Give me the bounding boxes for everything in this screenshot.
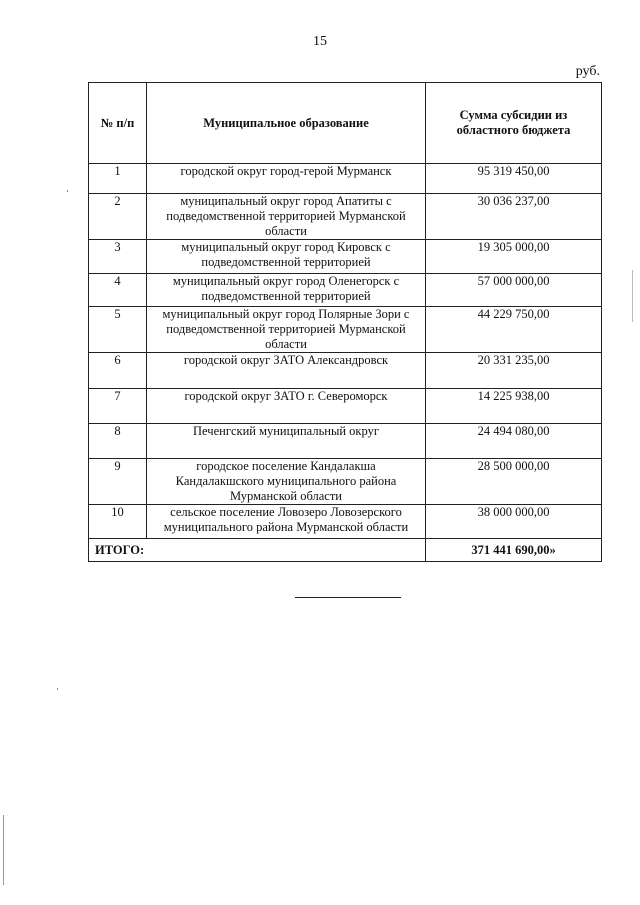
header-municipality: Муниципальное образование (147, 83, 426, 164)
row-sum: 28 500 000,00 (426, 459, 602, 505)
row-municipality: сельское поселение Ловозеро Ловозерского муниципального района Мурманской области (147, 505, 426, 539)
row-sum: 95 319 450,00 (426, 164, 602, 194)
row-number: 10 (89, 505, 147, 539)
table-row (89, 164, 602, 194)
table-row (89, 194, 602, 240)
row-municipality: городской округ город-герой Мурманск (147, 164, 426, 194)
row-sum: 20 331 235,00 (426, 353, 602, 389)
table-row (89, 505, 602, 539)
table-row (89, 459, 602, 505)
row-number: 1 (89, 164, 147, 194)
table-header-row (89, 83, 602, 164)
subsidy-table (88, 82, 602, 562)
scan-mark (67, 190, 68, 192)
scan-mark (3, 815, 4, 885)
header-sum: Сумма субсидии из областного бюджета (426, 83, 602, 164)
row-number: 3 (89, 240, 147, 274)
row-municipality: Печенгский муниципальный округ (147, 424, 426, 459)
row-municipality: муниципальный округ город Оленегорск с подведомственной территорией (147, 274, 426, 307)
row-municipality: муниципальный округ город Кировск с подведомственной территорией (147, 240, 426, 274)
scan-mark (632, 270, 633, 322)
row-sum: 30 036 237,00 (426, 194, 602, 240)
currency-label: руб. (575, 64, 600, 79)
total-label: ИТОГО: (89, 539, 426, 562)
header-number: № п/п (89, 83, 147, 164)
table-row (89, 274, 602, 307)
row-sum: 38 000 000,00 (426, 505, 602, 539)
row-sum: 44 229 750,00 (426, 307, 602, 353)
row-municipality: городской округ ЗАТО Александровск (147, 353, 426, 389)
row-number: 9 (89, 459, 147, 505)
row-municipality: муниципальный округ город Полярные Зори с подведомственной территорией Мурманской области (147, 307, 426, 353)
closing-rule (295, 597, 401, 598)
row-municipality: городское поселение Кандалакша Кандалакшского муниципального района Мурманской области (147, 459, 426, 505)
row-number: 7 (89, 389, 147, 424)
total-row (89, 539, 602, 562)
table-row (89, 307, 602, 353)
scan-mark (57, 688, 58, 690)
row-number: 6 (89, 353, 147, 389)
row-municipality: муниципальный округ город Апатиты с подведомственной территорией Мурманской области (147, 194, 426, 240)
row-number: 8 (89, 424, 147, 459)
total-sum: 371 441 690,00» (426, 539, 602, 562)
row-number: 4 (89, 274, 147, 307)
row-number: 5 (89, 307, 147, 353)
row-sum: 19 305 000,00 (426, 240, 602, 274)
table-row (89, 424, 602, 459)
row-sum: 14 225 938,00 (426, 389, 602, 424)
row-municipality: городской округ ЗАТО г. Североморск (147, 389, 426, 424)
row-sum: 24 494 080,00 (426, 424, 602, 459)
row-number: 2 (89, 194, 147, 240)
table-row (89, 240, 602, 274)
table-row (89, 353, 602, 389)
page-number: 15 (313, 34, 327, 49)
row-sum: 57 000 000,00 (426, 274, 602, 307)
table-row (89, 389, 602, 424)
